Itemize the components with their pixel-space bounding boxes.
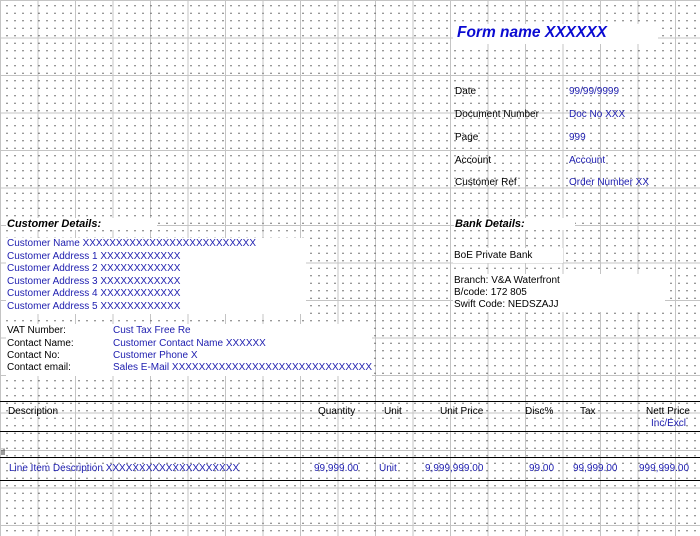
customer-address-5-field[interactable]: Customer Address 5 XXXXXXXXXXXX — [7, 300, 181, 312]
column-inc-excl: Inc/Excl — [651, 418, 687, 429]
line-item-top-border — [0, 457, 700, 458]
line-item-unit[interactable]: Unit — [379, 463, 397, 474]
customer-address-1-field[interactable]: Customer Address 1 XXXXXXXXXXXX — [7, 250, 181, 262]
bank-swift-code[interactable]: Swift Code: NEDSZAJJ — [454, 299, 559, 310]
column-unit-price: Unit Price — [440, 406, 484, 417]
document-number-label: Document Number — [455, 109, 539, 120]
column-disc: Disc% — [525, 406, 554, 417]
contact-name-value[interactable]: Customer Contact Name XXXXXX — [113, 338, 266, 349]
line-item-quantity[interactable]: 99,999.00 — [314, 463, 359, 474]
customer-name-field[interactable]: Customer Name XXXXXXXXXXXXXXXXXXXXXXXXXX — [7, 238, 256, 249]
customer-address-2-field[interactable]: Customer Address 2 XXXXXXXXXXXX — [7, 263, 181, 274]
column-tax: Tax — [580, 406, 596, 417]
page-value[interactable]: 999 — [569, 132, 586, 143]
page-label: Page — [455, 132, 479, 143]
line-item-bottom-border — [0, 480, 700, 481]
bank-bcode[interactable]: B/code: 172 805 — [454, 287, 527, 298]
column-nett-price: Nett Price — [646, 406, 690, 417]
customer-address-4-field[interactable]: Customer Address 4 XXXXXXXXXXXX — [7, 288, 181, 299]
account-value[interactable]: Account — [569, 155, 606, 166]
line-item-tax[interactable]: 99,999.00 — [573, 463, 618, 474]
table-header-top-border — [0, 401, 700, 402]
account-label: Account — [455, 155, 492, 166]
column-quantity: Quantity — [318, 406, 356, 417]
vat-number-value[interactable]: Cust Tax Free Re — [113, 325, 191, 336]
line-item-nett-price[interactable]: 999,999.00 — [639, 463, 690, 474]
bank-details-header: Bank Details: — [454, 218, 575, 230]
contact-number-label: Contact No: — [7, 350, 60, 361]
customer-ref-value[interactable]: Order Number XX — [569, 177, 650, 188]
contact-email-label: Contact email: — [7, 362, 71, 373]
column-unit: Unit — [384, 406, 402, 417]
document-number-value[interactable]: Doc No XXX — [569, 109, 626, 120]
table-header-bottom-border — [0, 431, 700, 432]
line-item-unit-price[interactable]: 9,999,999.00 — [425, 463, 484, 474]
bank-branch[interactable]: Branch: V&A Waterfront — [454, 275, 560, 286]
vat-number-label: VAT Number: — [7, 325, 66, 336]
customer-address-3-field[interactable]: Customer Address 3 XXXXXXXXXXXX — [7, 275, 181, 287]
contact-name-label: Contact Name: — [7, 338, 74, 349]
column-description: Description — [8, 406, 59, 417]
form-title[interactable]: Form name XXXXXX — [457, 24, 607, 41]
line-item-description[interactable]: Line Item Description XXXXXXXXXXXXXXXXXXXX — [9, 463, 240, 474]
bank-name[interactable]: BoE Private Bank — [454, 250, 533, 261]
line-item-disc[interactable]: 99.00 — [529, 463, 555, 474]
band-marker: il — [1, 447, 5, 457]
customer-ref-label: Customer Ref — [455, 177, 517, 188]
customer-details-header: Customer Details: — [6, 218, 157, 230]
contact-number-value[interactable]: Customer Phone X — [113, 350, 198, 361]
contact-email-value[interactable]: Sales E-Mail XXXXXXXXXXXXXXXXXXXXXXXXXXXXXX — [113, 362, 373, 373]
date-value[interactable]: 99/99/9999 — [569, 86, 620, 97]
date-label: Date — [455, 86, 477, 97]
